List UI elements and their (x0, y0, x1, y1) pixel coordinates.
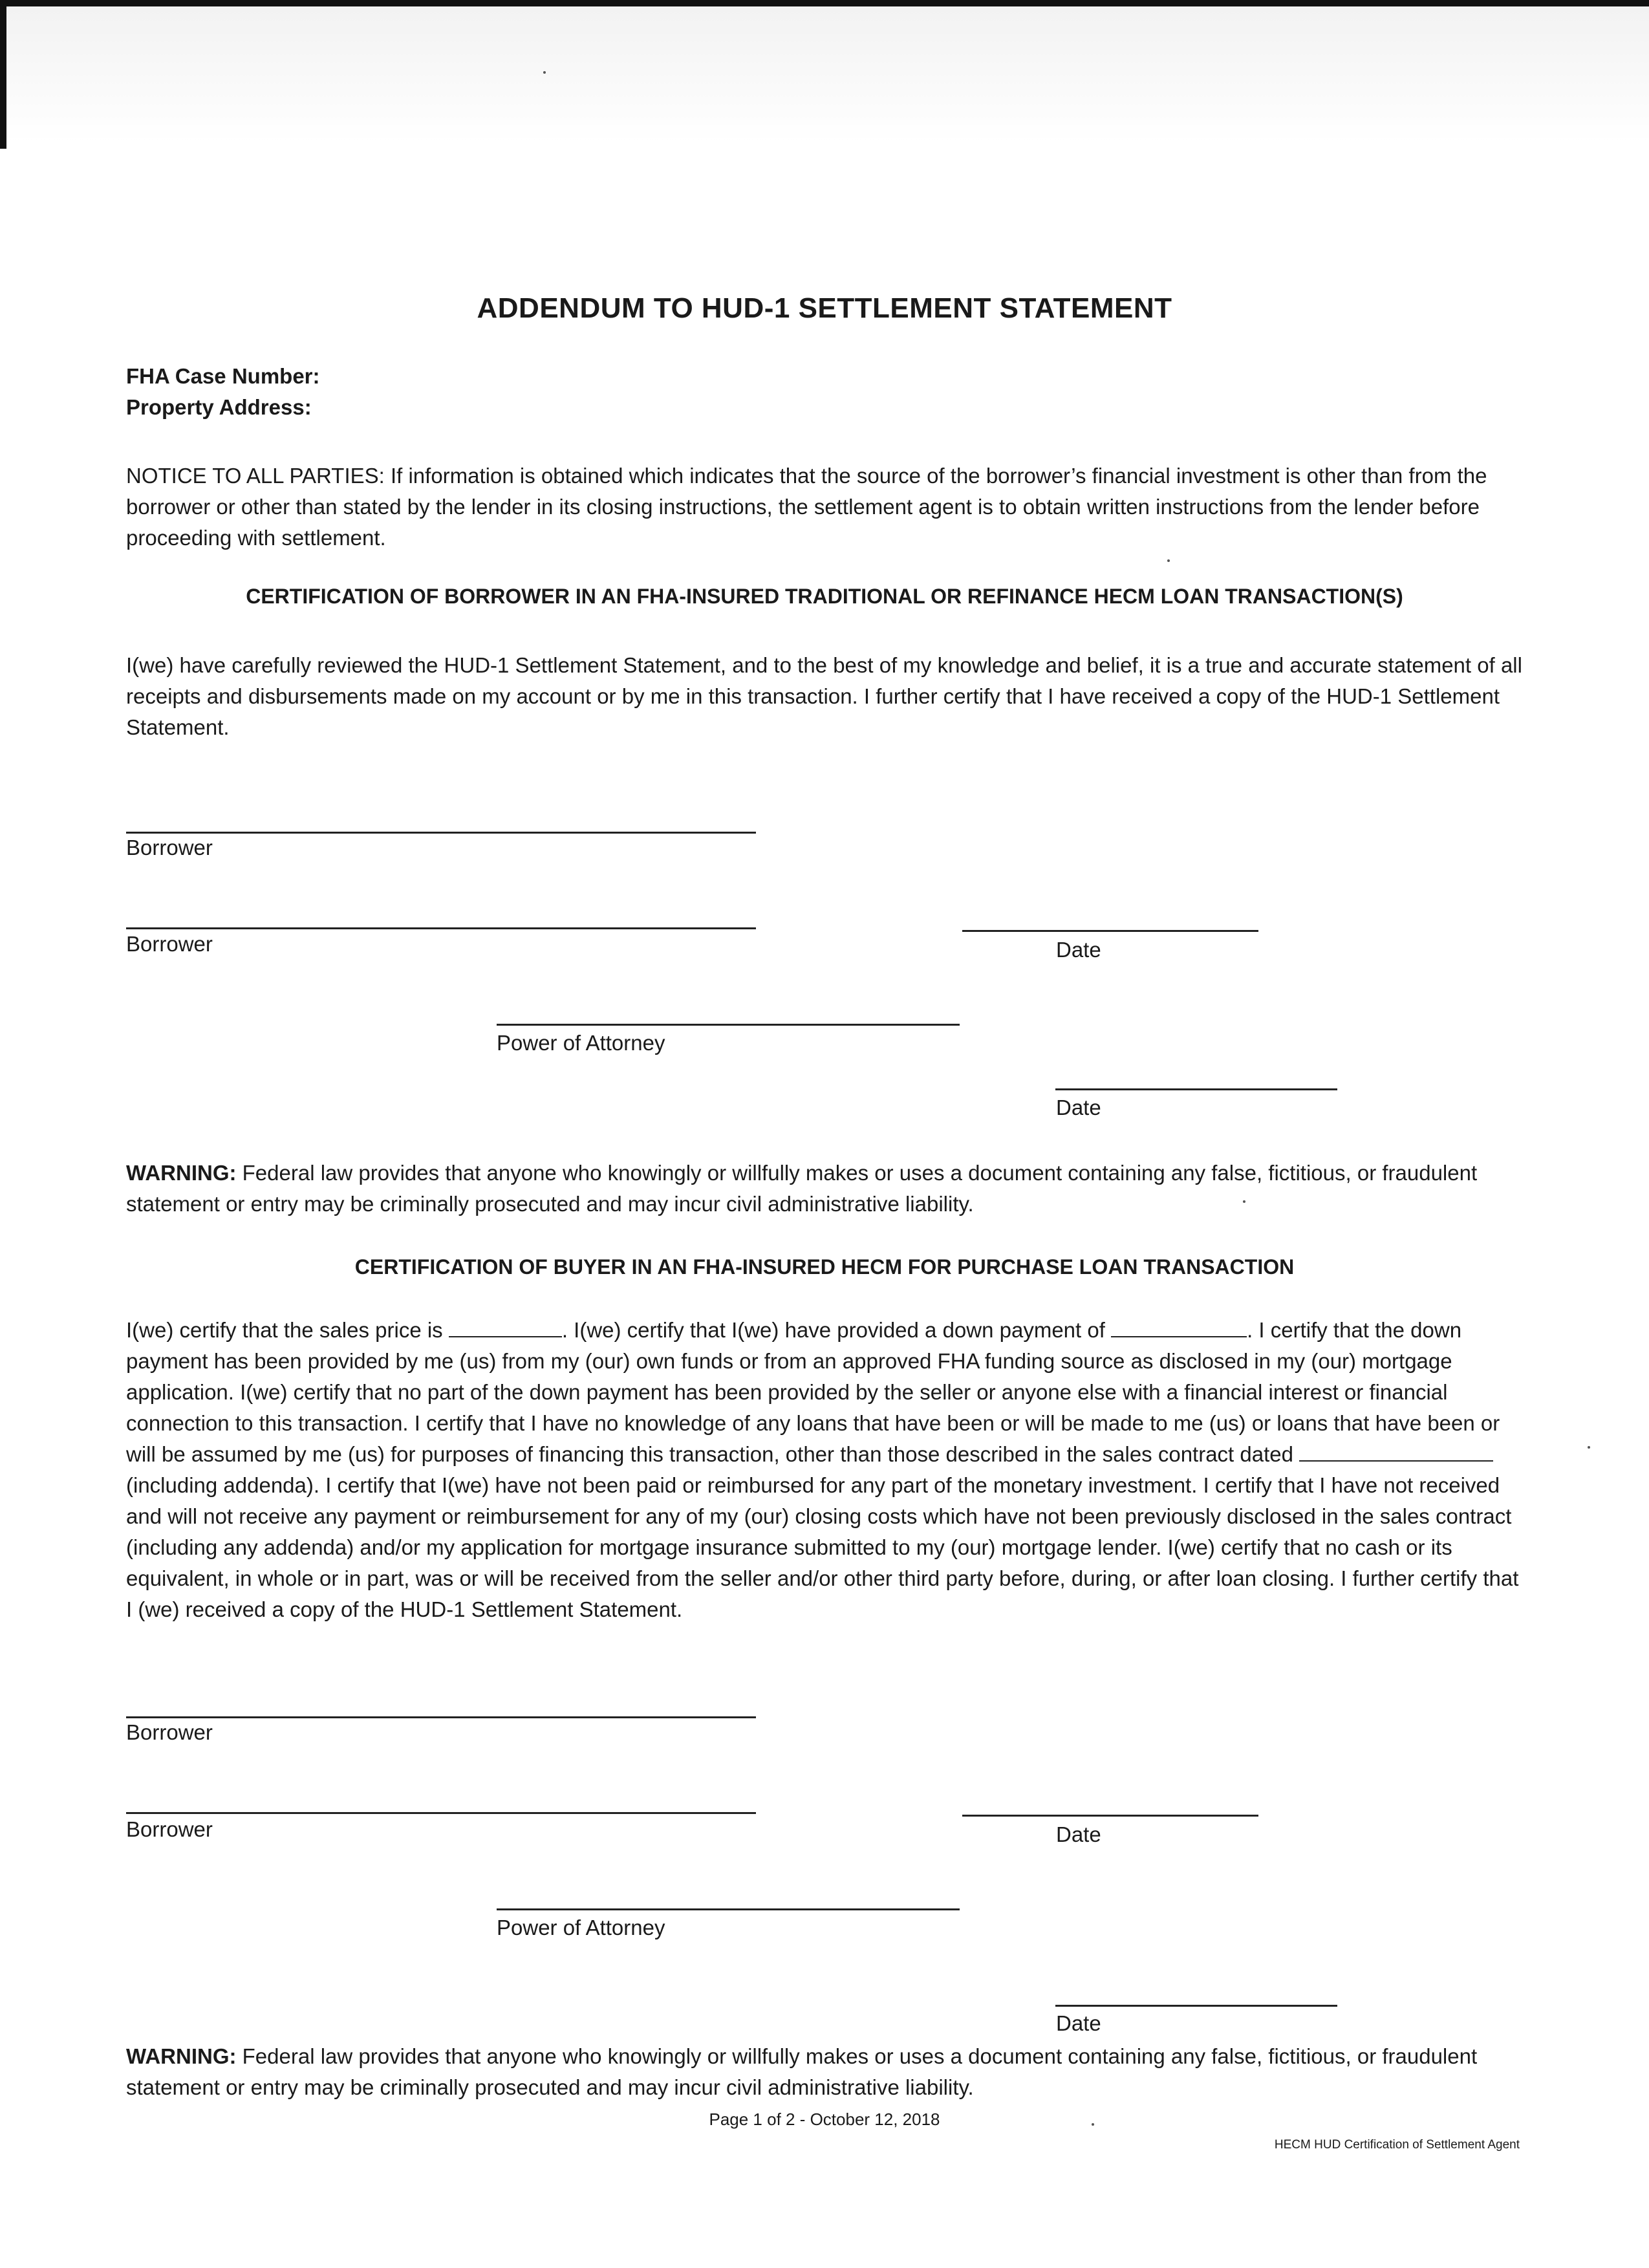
section1-warning-text: Federal law provides that anyone who knowingly or willfully makes or uses a document containing any false, fictitious, or fraudulent statement or entry may be criminally prosecuted and may incur civil administrative liability. (126, 1161, 1478, 1216)
section2-poa-label: Power of Attorney (497, 1916, 665, 1939)
section1-poa-label: Power of Attorney (497, 1031, 665, 1055)
section1-date2-label: Date (1056, 1096, 1101, 1119)
section2-borrower1-signature-line[interactable] (126, 1716, 756, 1718)
section2-body-part2: . I(we) certify that I(we) have provided a down payment of (561, 1318, 1112, 1342)
page-number-footer: Page 1 of 2 - October 12, 2018 (709, 2110, 940, 2129)
section2-borrower2-label: Borrower (126, 1817, 213, 1841)
section2-heading: CERTIFICATION OF BUYER IN AN FHA-INSURED HECM FOR PURCHASE LOAN TRANSACTION (354, 1255, 1295, 1279)
section2-body-part3: . I certify that the down payment has been provided by me (us) from my (our) own funds or from an approved FHA funding source as disclosed in my (our) mortgage application. I(we) certify that no part of the down payment has been provided by the seller or anyone else with a financial interest or financial connection to this transaction. I certify that I have no knowledge of any loans that have been or will be made to me (us) or loans that have been or will be assumed by me (us) for purposes of financing this transaction, other than those described in the sales contract dated (126, 1318, 1500, 1466)
section1-poa-signature-line[interactable] (497, 1024, 960, 1026)
section1-borrower1-label: Borrower (126, 836, 213, 859)
section1-borrower1-signature-line[interactable] (126, 832, 756, 834)
section2-body-part1: I(we) certify that the sales price is (126, 1318, 449, 1342)
section2-body (126, 1315, 1523, 1625)
sales-contract-date-blank[interactable] (1299, 1441, 1493, 1462)
section2-date1-label: Date (1056, 1822, 1101, 1846)
section2-date2-line[interactable] (1055, 2005, 1337, 2007)
section1-body: I(we) have carefully reviewed the HUD-1 Settlement Statement, and to the best of my knowledge and belief, it is a true and accurate statement of all receipts and disbursements made on my account or by me in this transaction. I further certify that I have received a copy of the HUD-1 Settlement Statement. (126, 653, 1522, 739)
form-name-footer: HECM HUD Certification of Settlement Agent (1274, 2138, 1520, 2152)
sales-price-blank[interactable] (449, 1317, 562, 1337)
section2-warning-text: Federal law provides that anyone who knowingly or willfully makes or uses a document containing any false, fictitious, or fraudulent statement or entry may be criminally prosecuted and may incur civil administrative liability. (126, 2044, 1478, 2099)
section1-borrower2-signature-line[interactable] (126, 927, 756, 929)
section2-date2-label: Date (1056, 2011, 1101, 2035)
property-address-label: Property Address: (126, 395, 312, 419)
section1-date1-label: Date (1056, 938, 1101, 962)
document-title: ADDENDUM TO HUD-1 SETTLEMENT STATEMENT (477, 292, 1172, 324)
scan-speck (543, 71, 546, 74)
section2-date1-line[interactable] (962, 1815, 1258, 1817)
section2-body-part4: (including addenda). I certify that I(we) have not been paid or reimbursed for any part of the monetary investment. I certify that I have not received and will not receive any payment or reimbursement for any of my (our) closing costs which have not been previously disclosed in the sales contract (including any addenda) and/or my application for mortgage insurance submitted to my (our) mortgage lender. I(we) certify that no cash or its equivalent, in whole or in part, was or will be received from the seller and/or other third party before, during, or after loan closing. I further certify that I (we) received a copy of the HUD-1 Settlement Statement. (126, 1473, 1519, 1621)
notice-paragraph: NOTICE TO ALL PARTIES: If information is obtained which indicates that the source of the borrower’s financial investment is other than from the borrower or other than stated by the lender in its closing instructions, the settlement agent is to obtain written instructions from the lender before proceeding with settlement. (126, 464, 1487, 550)
scan-speck (1167, 559, 1170, 562)
fha-case-number-label: FHA Case Number: (126, 364, 320, 388)
section1-warning (126, 1158, 1523, 1220)
scan-speck (1243, 1200, 1245, 1203)
scan-speck (1588, 1446, 1590, 1449)
section2-poa-signature-line[interactable] (497, 1908, 960, 1910)
scan-speck (1092, 2123, 1094, 2126)
section1-date2-line[interactable] (1055, 1088, 1337, 1090)
section2-warning (126, 2041, 1523, 2103)
section2-warning-label: WARNING: (126, 2044, 237, 2068)
section1-borrower2-label: Borrower (126, 932, 213, 956)
section2-borrower2-signature-line[interactable] (126, 1812, 756, 1814)
down-payment-blank[interactable] (1111, 1317, 1247, 1337)
section1-warning-label: WARNING: (126, 1161, 237, 1185)
section1-heading: CERTIFICATION OF BORROWER IN AN FHA-INSURED TRADITIONAL OR REFINANCE HECM LOAN TRANSACTION(S) (246, 585, 1403, 608)
section1-date1-line[interactable] (962, 930, 1258, 932)
section2-borrower1-label: Borrower (126, 1720, 213, 1744)
